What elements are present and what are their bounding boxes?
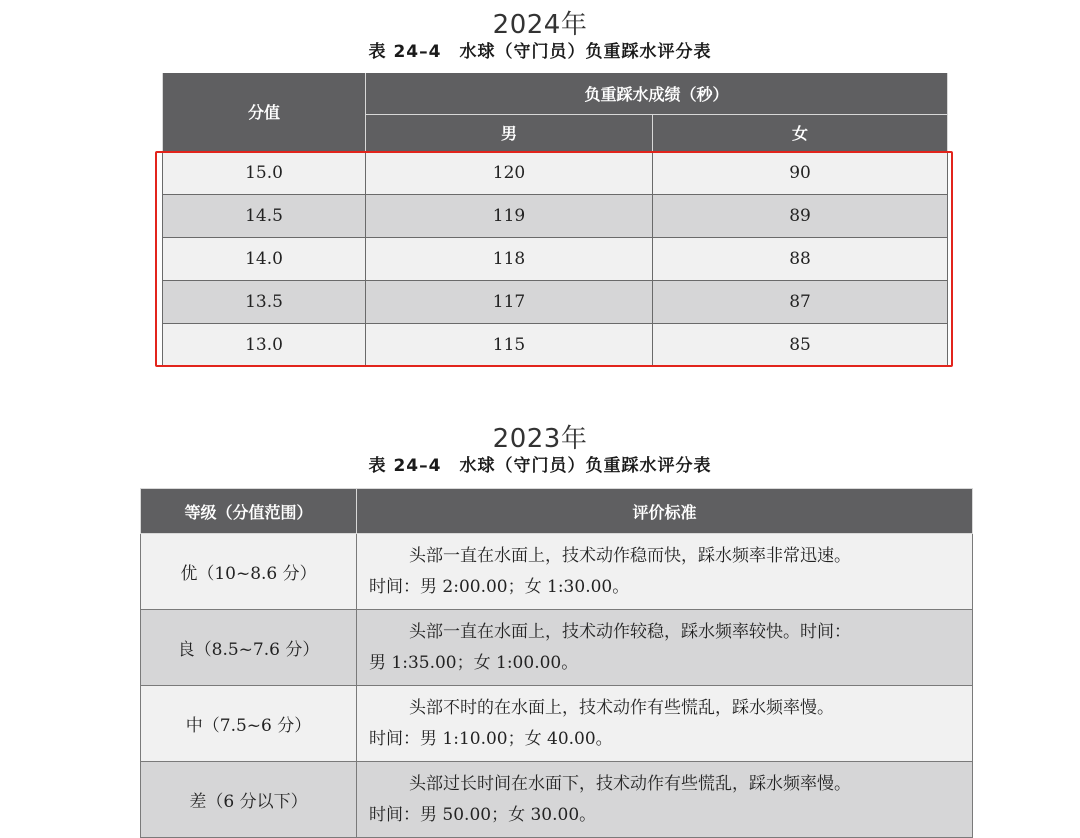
level-cell: 优（10~8.6 分） xyxy=(141,534,357,610)
score-cell: 13.5 xyxy=(163,280,366,323)
table-row xyxy=(163,151,948,194)
table-row xyxy=(141,762,973,838)
criteria-line-2: 男 1:35.00；女 1:00.00。 xyxy=(369,652,579,673)
table-2024 xyxy=(162,73,948,367)
score-cell: 14.5 xyxy=(163,194,366,237)
header-score: 分值 xyxy=(163,73,366,151)
header-criteria: 评价标准 xyxy=(357,489,973,534)
criteria-cell xyxy=(357,534,973,610)
table-row xyxy=(141,686,973,762)
table-row xyxy=(163,237,948,280)
criteria-line-2: 时间：男 50.00；女 30.00。 xyxy=(369,804,597,825)
header-tread-result: 负重踩水成绩（秒） xyxy=(366,73,948,114)
criteria-line-2: 时间：男 1:10.00；女 40.00。 xyxy=(369,728,613,749)
table-2023-caption: 表 24–4 水球（守门员）负重踩水评分表 xyxy=(368,456,712,476)
level-cell: 良（8.5~7.6 分） xyxy=(141,610,357,686)
criteria-line-1: 头部不时的在水面上，技术动作有些慌乱，踩水频率慢。 xyxy=(409,697,834,718)
table-row xyxy=(163,323,948,366)
male-cell: 119 xyxy=(366,194,653,237)
table-row xyxy=(163,194,948,237)
criteria-line-2: 时间：男 2:00.00；女 1:30.00。 xyxy=(369,576,630,597)
score-cell: 15.0 xyxy=(163,151,366,194)
female-cell: 88 xyxy=(653,237,948,280)
male-cell: 115 xyxy=(366,323,653,366)
table-2023 xyxy=(140,488,973,838)
male-cell: 118 xyxy=(366,237,653,280)
table-row xyxy=(163,280,948,323)
female-cell: 87 xyxy=(653,280,948,323)
criteria-line-1: 头部过长时间在水面下，技术动作有些慌乱，踩水频率慢。 xyxy=(409,773,851,794)
criteria-cell xyxy=(357,762,973,838)
score-cell: 13.0 xyxy=(163,323,366,366)
female-cell: 89 xyxy=(653,194,948,237)
criteria-line-1: 头部一直在水面上，技术动作较稳，踩水频率较快。时间： xyxy=(409,621,851,642)
criteria-cell xyxy=(357,610,973,686)
male-cell: 120 xyxy=(366,151,653,194)
header-level: 等级（分值范围） xyxy=(141,489,357,534)
year-2024-title: 2024年 xyxy=(492,10,588,40)
table-row xyxy=(141,534,973,610)
criteria-cell xyxy=(357,686,973,762)
level-cell: 中（7.5~6 分） xyxy=(141,686,357,762)
level-cell: 差（6 分以下） xyxy=(141,762,357,838)
criteria-line-1: 头部一直在水面上，技术动作稳而快，踩水频率非常迅速。 xyxy=(409,545,851,566)
year-2023-title: 2023年 xyxy=(492,424,588,454)
female-cell: 90 xyxy=(653,151,948,194)
table-row xyxy=(141,610,973,686)
score-cell: 14.0 xyxy=(163,237,366,280)
header-female: 女 xyxy=(653,114,948,151)
header-male: 男 xyxy=(366,114,653,151)
female-cell: 85 xyxy=(653,323,948,366)
table-2024-caption: 表 24–4 水球（守门员）负重踩水评分表 xyxy=(368,42,712,62)
male-cell: 117 xyxy=(366,280,653,323)
